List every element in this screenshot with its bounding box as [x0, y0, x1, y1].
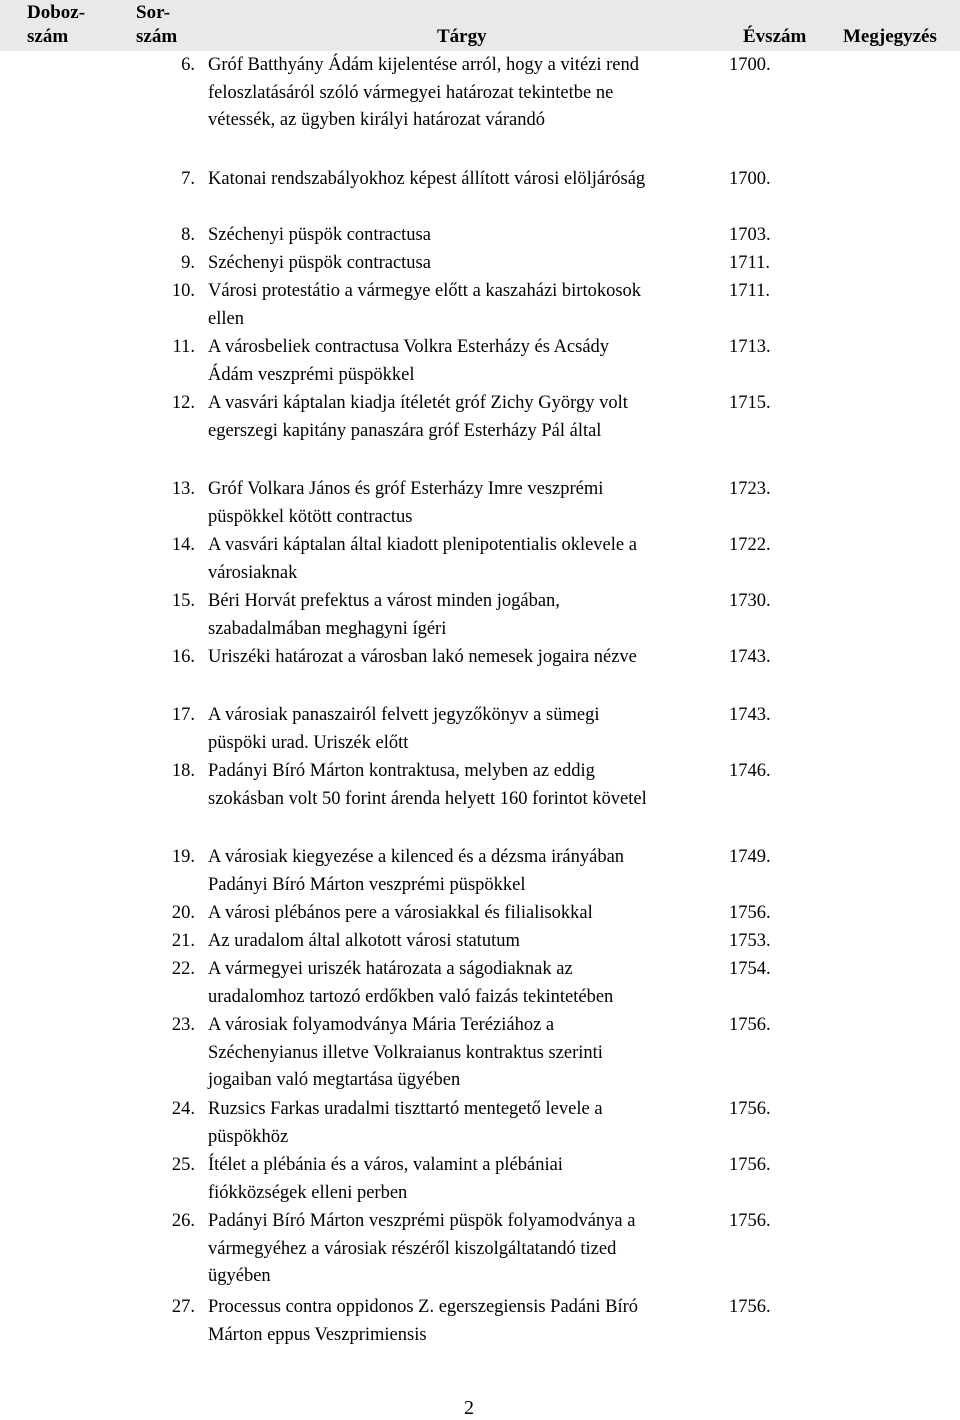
- row-subject: [208, 644, 728, 672]
- row-year: 1711.: [729, 281, 770, 301]
- row-year: 1756.: [729, 903, 771, 923]
- header-sor-szam: [136, 1, 196, 49]
- row-year: 1754.: [729, 959, 771, 979]
- row-number: 24.: [171, 1099, 195, 1119]
- row-year: 1730.: [729, 591, 771, 611]
- header-evszam: Évszám: [743, 26, 807, 47]
- subject-line: vétessék, az ügyben királyi határozat várandó: [208, 110, 545, 130]
- row-subject: [208, 250, 728, 278]
- row-year: 1756.: [729, 1155, 771, 1175]
- row-subject: [208, 956, 728, 1011]
- row-number: 13.: [171, 479, 195, 499]
- subject-line: városiaknak: [208, 562, 298, 583]
- subject-line: Márton eppus Veszprimiensis: [208, 1324, 427, 1345]
- subject-line: Katonai rendszabályokhoz képest állított városi elöljáróság: [208, 169, 646, 189]
- subject-line: Processus contra oppidonos Z. egerszegiensis Padáni Bíró: [208, 1297, 639, 1317]
- row-subject: [208, 278, 728, 333]
- header-doboz-line2: szám: [27, 26, 69, 47]
- subject-line: Béri Horvát prefektus a várost minden jogában,: [208, 591, 560, 611]
- row-year: 1756.: [729, 1015, 771, 1035]
- row-number: 21.: [171, 931, 195, 951]
- row-year: 1756.: [729, 1099, 771, 1119]
- row-number: 19.: [171, 847, 195, 867]
- row-number: 14.: [171, 535, 195, 555]
- row-number: 6.: [181, 55, 195, 75]
- row-subject: [208, 390, 728, 445]
- row-number: 25.: [171, 1155, 195, 1175]
- row-number: 12.: [171, 393, 195, 413]
- row-subject: [208, 476, 728, 531]
- subject-line: A városiak folyamodványa Mária Teréziához a: [208, 1015, 555, 1035]
- header-sor-line2: szám: [136, 26, 178, 47]
- subject-line: A vasvári káptalan által kiadott plenipotentialis oklevele a: [208, 535, 637, 555]
- subject-line: ellen: [208, 308, 244, 329]
- subject-line: szokásban volt 50 forint árenda helyett 160 forintot követel: [208, 788, 647, 809]
- row-year: 1746.: [729, 761, 771, 781]
- row-subject: [208, 52, 728, 135]
- subject-line: A városi plébános pere a városiakkal és filialisokkal: [208, 903, 593, 923]
- table-header: [0, 0, 960, 51]
- row-year: 1715.: [729, 393, 771, 413]
- subject-line: fiókközségek elleni perben: [208, 1182, 408, 1203]
- subject-line: szabadalmában meghagyni ígéri: [208, 618, 447, 639]
- subject-line: Padányi Bíró Márton veszprémi püspökkel: [208, 874, 526, 895]
- subject-line: vármegyéhez a városiak részéről kiszolgáltatandó tized: [208, 1238, 617, 1259]
- row-year: 1753.: [729, 931, 771, 951]
- subject-line: Uriszéki határozat a városban lakó nemesek jogaira nézve: [208, 647, 637, 667]
- subject-line: Ruzsics Farkas uradalmi tiszttartó mentegető levele a: [208, 1099, 603, 1119]
- header-sor-line1: Sor-: [136, 2, 171, 23]
- subject-line: A városiak panaszairól felvett jegyzőkönyv a sümegi: [208, 705, 600, 725]
- row-subject: [208, 900, 728, 928]
- subject-line: Széchenyi püspök contractusa: [208, 225, 431, 245]
- row-subject: [208, 1096, 728, 1151]
- subject-line: egerszegi kapitány panaszára gróf Esterházy Pál által: [208, 420, 602, 441]
- row-year: 1756.: [729, 1211, 771, 1231]
- row-number: 15.: [171, 591, 195, 611]
- row-number: 20.: [171, 903, 195, 923]
- row-subject: [208, 1012, 728, 1095]
- row-subject: [208, 532, 728, 587]
- page-number: 2: [464, 1397, 474, 1419]
- subject-line: Széchenyi püspök contractusa: [208, 253, 431, 273]
- subject-line: jogaiban való megtartása ügyében: [208, 1070, 461, 1090]
- row-year: 1700.: [729, 55, 771, 75]
- subject-line: A vármegyei uriszék határozata a ságodiaknak az: [208, 959, 573, 979]
- row-subject: [208, 334, 728, 389]
- subject-line: Padányi Bíró Márton kontraktusa, melyben az eddig: [208, 761, 595, 781]
- row-year: 1722.: [729, 535, 771, 555]
- subject-line: püspöki urad. Uriszék előtt: [208, 732, 409, 753]
- row-year: 1700.: [729, 169, 771, 189]
- row-year: 1713.: [729, 337, 771, 357]
- row-subject: [208, 758, 728, 813]
- row-number: 9.: [181, 253, 195, 273]
- row-number: 27.: [171, 1297, 195, 1317]
- row-number: 18.: [171, 761, 195, 781]
- row-year: 1756.: [729, 1297, 771, 1317]
- header-doboz-szam: [27, 1, 97, 49]
- subject-line: Padányi Bíró Márton veszprémi püspök folyamodványa a: [208, 1211, 636, 1231]
- subject-line: feloszlatásáról szóló vármegyei határozat tekintetbe ne: [208, 82, 614, 103]
- subject-line: ügyében: [208, 1266, 271, 1286]
- subject-line: püspökhöz: [208, 1126, 289, 1147]
- subject-line: uradalomhoz tartozó erdőkben való faizás tekintetében: [208, 986, 614, 1007]
- header-megjegyzes: Megjegyzés: [843, 26, 937, 47]
- header-doboz-line1: Doboz-: [27, 2, 86, 23]
- row-subject: [208, 702, 728, 757]
- row-subject: [208, 1208, 728, 1291]
- subject-line: Ádám veszprémi püspökkel: [208, 364, 415, 385]
- row-subject: [208, 928, 728, 956]
- row-year: 1743.: [729, 705, 771, 725]
- row-year: 1703.: [729, 225, 771, 245]
- row-number: 11.: [172, 337, 195, 357]
- subject-line: püspökkel kötött contractus: [208, 506, 413, 527]
- row-subject: [208, 844, 728, 899]
- subject-line: A vasvári káptalan kiadja ítéletét gróf Zichy György volt: [208, 393, 628, 413]
- subject-line: Széchenyianus illetve Volkraianus kontraktus szerinti: [208, 1042, 603, 1063]
- row-year: 1711.: [729, 253, 770, 273]
- row-year: 1749.: [729, 847, 771, 867]
- row-number: 7.: [181, 169, 195, 189]
- row-subject: [208, 222, 728, 250]
- subject-line: Az uradalom által alkotott városi statutum: [208, 931, 520, 951]
- row-number: 22.: [171, 959, 195, 979]
- row-number: 23.: [171, 1015, 195, 1035]
- row-number: 16.: [171, 647, 195, 667]
- row-number: 10.: [171, 281, 195, 301]
- row-subject: [208, 588, 728, 643]
- row-number: 26.: [171, 1211, 195, 1231]
- subject-line: A városiak kiegyezése a kilenced és a dézsma irányában: [208, 847, 625, 867]
- subject-line: A városbeliek contractusa Volkra Esterházy és Acsády: [208, 337, 610, 357]
- row-subject: [208, 1294, 728, 1349]
- row-subject: [208, 1152, 728, 1207]
- row-number: 8.: [181, 225, 195, 245]
- row-year: 1723.: [729, 479, 771, 499]
- subject-line: Ítélet a plébánia és a város, valamint a plébániai: [208, 1155, 563, 1175]
- subject-line: Gróf Volkara János és gróf Esterházy Imre veszprémi: [208, 479, 604, 499]
- row-number: 17.: [171, 705, 195, 725]
- header-targy: Tárgy: [437, 26, 487, 47]
- subject-line: Gróf Batthyány Ádám kijelentése arról, hogy a vitézi rend: [208, 55, 640, 75]
- subject-line: Városi protestátio a vármegye előtt a kaszaházi birtokosok: [208, 281, 642, 301]
- row-subject: [208, 166, 728, 194]
- row-year: 1743.: [729, 647, 771, 667]
